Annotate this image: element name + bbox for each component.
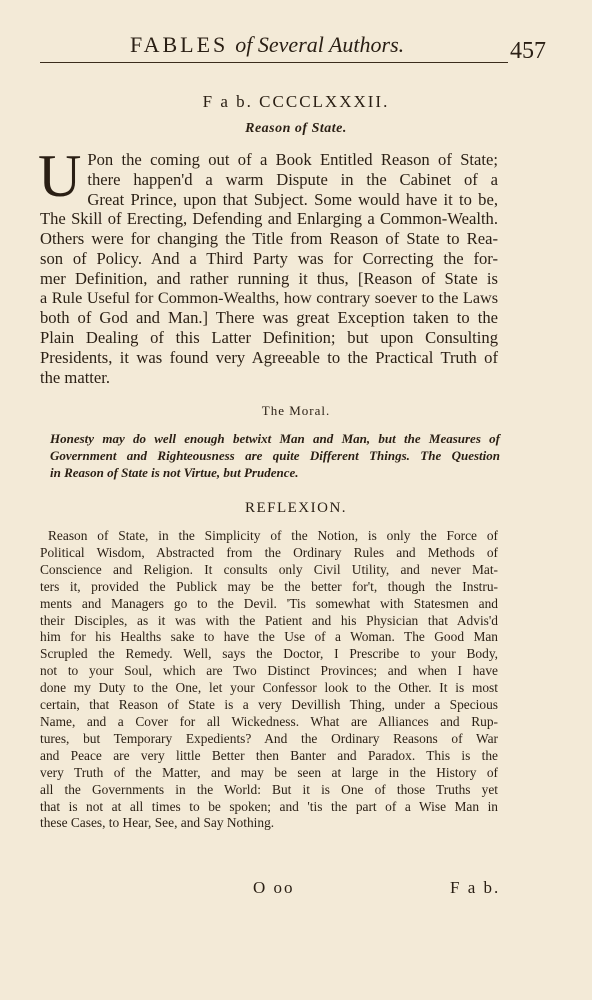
- reflexion-line: all the Governments in the World: But it is One of those Truths yet: [40, 781, 498, 797]
- reflexion-line: Conscience and Religion. It consults only Civil Utility, and never Mat-: [40, 561, 498, 577]
- reflexion-line: done my Duty to the One, let your Confessor look to the Other. It is most: [40, 680, 498, 696]
- reflexion-line: ments and Managers go to the Devil. 'Tis somewhat with Statesmen and: [40, 595, 498, 611]
- fable-line: the matter.: [40, 367, 111, 387]
- reflexion-line: him for his Healths sake to have the Use of a Woman. The Good Man: [40, 629, 498, 645]
- reflexion-line: ters it, provided the Publick may be the better for't, though the Instru-: [40, 578, 498, 594]
- fable-line: Great Prince, upon that Subject. Some would have it to be,: [87, 189, 498, 209]
- fable-line: both of God and Man.] There was great Exception taken to the: [40, 308, 498, 328]
- fable-line: Others were for changing the Title from Reason of State to Rea-: [40, 229, 498, 249]
- reflexion-line: very Truth of the Matter, and may be seen at large in the History of: [40, 764, 498, 780]
- fable-line: Presidents, it was found very Agreeable to the Practical Truth of: [40, 347, 498, 367]
- reflexion-line: tures, but Temporary Expedients? And the Ordinary Reasons of War: [40, 730, 498, 746]
- fable-line: mer Definition, and rather running it thus, [Reason of State is: [40, 268, 498, 288]
- reflexion-line: not to your Soul, which are Two Distinct Provinces; and when I have: [40, 663, 498, 679]
- reflexion-line: certain, that Reason of State is a very Devillish Thing, under a Specious: [40, 697, 498, 713]
- reflexion-line: Scrupled the Remedy. Well, says the Doctor, I Prescribe to your Body,: [40, 646, 498, 662]
- fable-line: Pon the coming out of a Book Entitled Reason of State;: [87, 150, 498, 169]
- fable-line: there happen'd a warm Dispute in the Cabinet of a: [87, 169, 498, 189]
- moral-line: in Reason of State is not Virtue, but Prudence.: [50, 465, 299, 480]
- moral-line: Honesty may do well enough betwixt Man and Man, but the Measures of: [50, 431, 500, 446]
- catchword: F a b.: [450, 878, 501, 897]
- fable-line: son of Policy. And a Third Party was for Correcting the for-: [40, 248, 498, 268]
- running-title: [130, 32, 404, 58]
- reflexion-line: and Peace are very little Better then Banter and Paradox. This is the: [40, 747, 498, 763]
- reflexion-line: these Cases, to Hear, See, and Say Nothing.: [40, 815, 275, 831]
- fable-number: F a b. CCCCLXXXII.: [202, 92, 390, 111]
- reflexion-heading: REFLEXION.: [244, 500, 348, 516]
- running-title-italic: of Several Authors.: [235, 32, 405, 57]
- reflexion-line: Political Wisdom, Abstracted from the Ordinary Rules and Methods of: [40, 544, 498, 560]
- running-head: [40, 30, 546, 64]
- fable-line: Plain Dealing of this Latter Definition; but upon Consulting: [40, 328, 498, 348]
- reflexion-line: their Disciples, as it was with the Patient and his Physician that Advis'd: [40, 612, 498, 628]
- page-number: 457: [510, 38, 546, 64]
- reflexion-line: Reason of State, in the Simplicity of the Notion, is only the Force of: [48, 528, 498, 543]
- fable-line: The Skill of Erecting, Defending and Enlarging a Common-Wealth.: [40, 209, 498, 229]
- reflexion-line: that is not at all times to be spoken; and 'tis the part of a Wise Man in: [40, 798, 498, 814]
- running-title-caps: FABLES: [130, 32, 229, 57]
- reflexion-line: Name, and a Cover for all Wickedness. What are Alliances and Rup-: [40, 713, 498, 729]
- moral-text: [50, 430, 500, 481]
- reflexion-text: [40, 528, 498, 832]
- fable-line: a Rule Useful for Common-Wealths, how contrary soever to the Laws: [40, 288, 498, 307]
- drop-cap: U: [38, 143, 82, 209]
- moral-line: Government and Righteousness are quite Different Things. The Question: [50, 448, 500, 463]
- signature-mark: O oo: [253, 878, 295, 897]
- fable-text: [38, 143, 498, 388]
- moral-heading: The Moral.: [261, 403, 331, 418]
- header-rule: [40, 62, 508, 63]
- fable-title: Reason of State.: [245, 121, 347, 136]
